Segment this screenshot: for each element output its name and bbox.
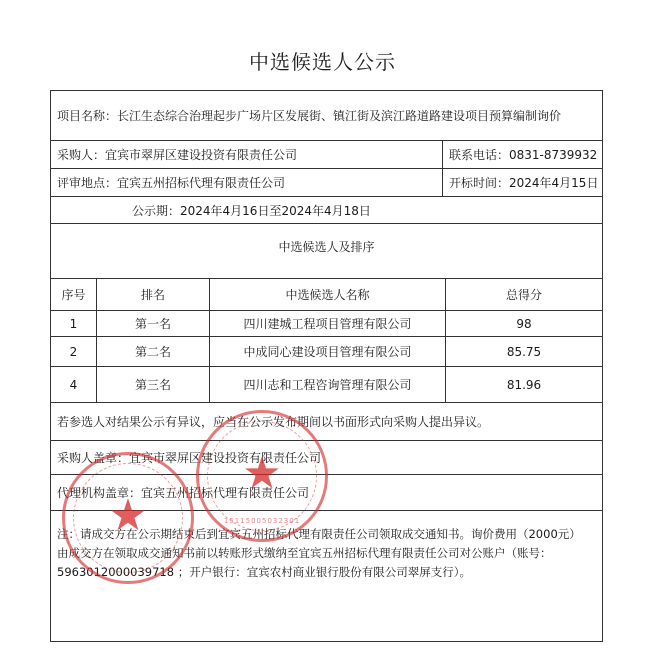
purchaser-seal-row — [51, 441, 602, 475]
row-score: 81.96 — [445, 367, 602, 402]
notice-table-frame — [50, 90, 603, 642]
agency-seal-text: 代理机构盖章：宜宾五州招标代理有限责任公司 — [57, 486, 310, 500]
review-place: 评审地点：宜宾五州招标代理有限责任公司 — [57, 176, 286, 190]
review-row — [51, 169, 602, 197]
header-candidate: 中选候选人名称 — [209, 279, 445, 310]
purchaser-seal-text: 采购人盖章：宜宾市翠屏区建设投资有限责任公司 — [57, 451, 322, 465]
open-time: 开标时间：2024年4月15日 — [442, 169, 602, 196]
table-row — [51, 337, 602, 367]
payment-note — [57, 525, 597, 582]
stamp-code: 15115005032301 — [223, 517, 301, 525]
objection-text: 若参选人对结果公示有异议，应当在公示发布期间以书面形式向采购人提出异议。 — [57, 415, 490, 429]
ranking-heading: 中选候选人及排序 — [278, 239, 375, 254]
stamp-star-icon: ★ — [108, 489, 148, 541]
header-rank: 排名 — [96, 279, 209, 310]
notice-period-row — [51, 197, 602, 224]
row-no: 2 — [69, 344, 78, 359]
row-candidate: 中成同心建设项目管理有限公司 — [209, 337, 445, 366]
table-header-row — [51, 279, 602, 311]
note-line-1: 注：请成交方在公示期结束后到宜宾五州招标代理有限责任公司领取成交通知书。询价费用（2000元） — [57, 527, 581, 541]
table-row — [51, 311, 602, 337]
row-rank: 第二名 — [96, 337, 209, 366]
objection-row — [51, 403, 602, 441]
ranking-heading-row — [51, 224, 602, 279]
row-score: 98 — [445, 311, 602, 336]
purchaser-row — [51, 141, 602, 169]
document-title: 中选候选人公示 — [249, 50, 396, 74]
row-score: 85.75 — [445, 337, 602, 366]
row-rank: 第一名 — [96, 311, 209, 336]
table-row — [51, 367, 602, 403]
note-line-2: 由成交方在领取成交通知书前以转账形式缴纳至宜宾五州招标代理有限责任公司对公账户（账号： — [57, 546, 552, 560]
row-candidate: 四川建城工程项目管理有限公司 — [209, 311, 445, 336]
row-no: 4 — [69, 377, 78, 392]
project-name: 项目名称：长江生态综合治理起步广场片区发展街、镇江街及滨江路道路建设项目预算编制询价 — [57, 109, 562, 123]
contact-phone: 联系电话：0831-8739932 — [442, 141, 602, 168]
project-row — [51, 91, 602, 141]
purchaser-name: 采购人：宜宾市翠屏区建设投资有限责任公司 — [57, 148, 298, 162]
row-rank: 第三名 — [96, 367, 209, 402]
header-no: 序号 — [61, 288, 86, 302]
header-score: 总得分 — [445, 279, 602, 310]
agency-seal-row — [51, 475, 602, 511]
stamp-star-icon: ★ — [242, 447, 282, 499]
note-line-3: 5963012000039718 ；开户银行：宜宾农村商业银行股份有限公司翠屏支行）。 — [57, 565, 471, 579]
notice-period: 公示期：2024年4月16日至2024年4月18日 — [132, 203, 371, 218]
row-no: 1 — [69, 316, 78, 331]
row-candidate: 四川志和工程咨询管理有限公司 — [209, 367, 445, 402]
